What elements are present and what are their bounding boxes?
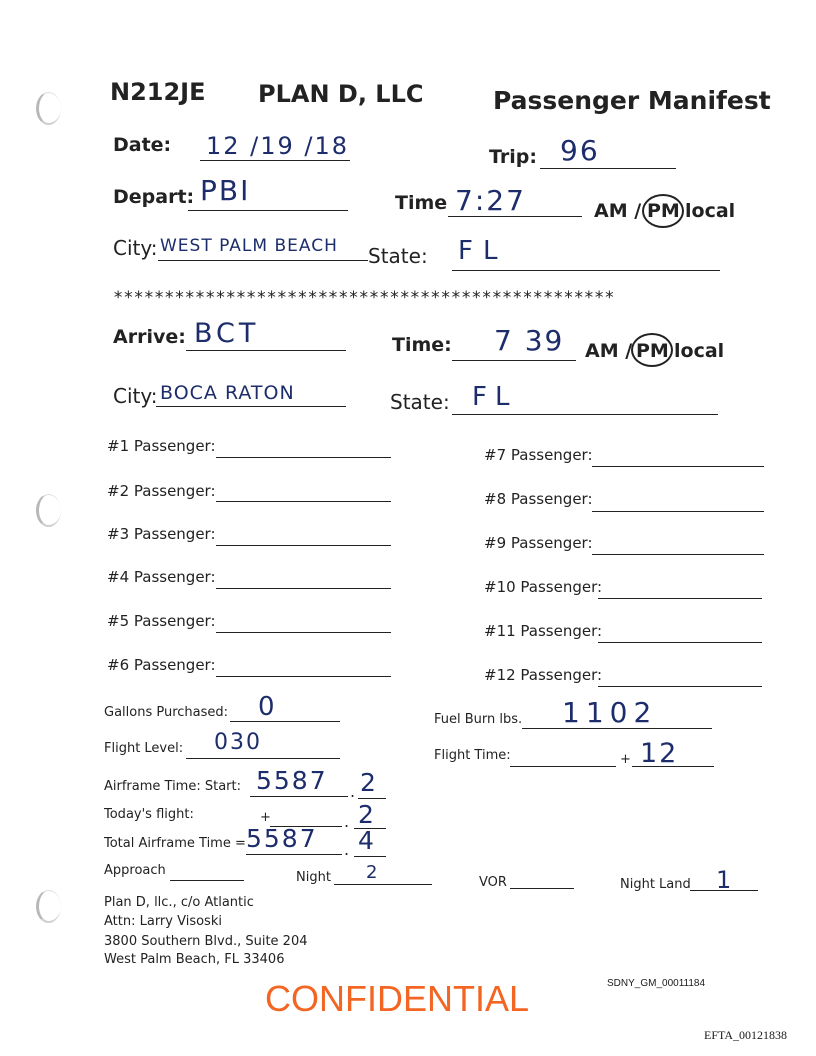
fuel-burn-value[interactable]: 1102: [562, 696, 658, 729]
company-name: PLAN D, LLC: [258, 80, 424, 108]
address-line-4: West Palm Beach, FL 33406: [104, 952, 285, 967]
arrive-time-underline: [452, 360, 576, 361]
flight-level-value[interactable]: 030: [214, 730, 262, 755]
night-land-underline: [690, 890, 758, 891]
depart-time-label: Time: [395, 192, 448, 214]
depart-city-label: City:: [113, 236, 158, 260]
depart-time-underline: [448, 216, 582, 217]
flight-level-underline: [186, 758, 340, 759]
passenger-5-label: #5 Passenger:: [107, 612, 216, 630]
depart-am-label: AM /: [594, 200, 642, 222]
trip-label: Trip:: [489, 146, 537, 168]
arrive-value[interactable]: BCT: [194, 318, 260, 349]
date-value[interactable]: 12 /19 /18: [206, 132, 350, 160]
trip-underline: [540, 168, 676, 169]
punch-hole-top: [36, 92, 61, 125]
passenger-2-field[interactable]: [216, 501, 391, 502]
airframe-start-tenth[interactable]: 2: [360, 768, 378, 797]
depart-state-value[interactable]: FL: [458, 236, 508, 266]
arrive-pm-label: PM: [636, 340, 669, 362]
total-airframe-underline: [246, 854, 342, 855]
address-line-3: 3800 Southern Blvd., Suite 204: [104, 934, 308, 949]
flight-time-value[interactable]: 12: [640, 738, 679, 769]
airframe-start-tenth-underline: [358, 798, 386, 799]
night-value[interactable]: 2: [366, 862, 380, 883]
passenger-12-label: #12 Passenger:: [484, 666, 603, 684]
depart-value[interactable]: PBI: [200, 174, 251, 207]
passenger-8-field[interactable]: [592, 511, 764, 512]
address-line-1: Plan D, llc., c/o Atlantic: [104, 895, 254, 910]
passenger-11-field[interactable]: [598, 642, 762, 643]
total-airframe-tenth-underline: [354, 856, 386, 857]
night-land-value[interactable]: 1: [716, 866, 734, 894]
passenger-10-label: #10 Passenger:: [484, 578, 603, 596]
depart-pm-label: PM: [647, 200, 680, 222]
arrive-time-label: Time:: [392, 334, 452, 356]
total-airframe-label: Total Airframe Time =: [104, 836, 246, 851]
depart-time-value[interactable]: 7:27: [455, 184, 526, 217]
trip-value[interactable]: 96: [560, 134, 600, 167]
flight-time-underline-2: [632, 766, 714, 767]
arrive-state-underline: [452, 414, 718, 415]
passenger-3-field[interactable]: [216, 545, 391, 546]
gallons-purchased-label: Gallons Purchased:: [104, 705, 229, 720]
passenger-11-label: #11 Passenger:: [484, 622, 603, 640]
night-label: Night: [296, 870, 331, 885]
depart-state-label: State:: [368, 244, 428, 268]
depart-underline: [188, 210, 348, 211]
passenger-8-label: #8 Passenger:: [484, 490, 593, 508]
punch-hole-bottom: [36, 890, 61, 923]
gallons-purchased-value[interactable]: 0: [258, 692, 277, 722]
passenger-1-field[interactable]: [216, 457, 391, 458]
date-underline: [200, 160, 350, 161]
arrive-underline: [186, 350, 346, 351]
passenger-4-field[interactable]: [216, 588, 391, 589]
tail-number: N212JE: [110, 78, 206, 106]
night-underline: [334, 884, 432, 885]
airframe-start-dot: .: [350, 782, 356, 801]
passenger-9-field[interactable]: [592, 554, 764, 555]
date-label: Date:: [113, 134, 172, 156]
punch-hole-middle: [36, 494, 61, 527]
flight-time-label: Flight Time:: [434, 748, 511, 763]
passenger-7-label: #7 Passenger:: [484, 446, 593, 464]
arrive-city-label: City:: [113, 384, 158, 408]
separator-asterisks: *************************************************: [113, 288, 615, 308]
flight-level-label: Flight Level:: [104, 741, 184, 756]
passenger-4-label: #4 Passenger:: [107, 568, 216, 586]
todays-flight-tenth[interactable]: 2: [358, 800, 376, 829]
confidential-stamp: CONFIDENTIAL: [265, 978, 530, 1019]
passenger-6-label: #6 Passenger:: [107, 656, 216, 674]
depart-city-underline: [158, 260, 368, 261]
total-airframe-dot: .: [344, 840, 350, 859]
airframe-start-whole[interactable]: 5587: [256, 766, 328, 795]
todays-flight-dot: .: [344, 812, 350, 831]
passenger-1-label: #1 Passenger:: [107, 437, 216, 455]
passenger-3-label: #3 Passenger:: [107, 525, 216, 543]
gallons-purchased-underline: [230, 721, 340, 722]
total-airframe-tenth[interactable]: 4: [358, 826, 376, 855]
arrive-state-label: State:: [390, 390, 450, 414]
airframe-start-underline: [250, 796, 348, 797]
fuel-burn-label: Fuel Burn lbs.: [434, 712, 523, 727]
passenger-10-field[interactable]: [598, 598, 762, 599]
passenger-2-label: #2 Passenger:: [107, 482, 216, 500]
arrive-state-value[interactable]: FL: [472, 382, 518, 412]
passenger-7-field[interactable]: [592, 466, 764, 467]
todays-flight-label: Today's flight:: [104, 807, 194, 822]
passenger-12-field[interactable]: [598, 686, 762, 687]
night-land-label: Night Land: [620, 877, 691, 892]
depart-local-label: local: [685, 200, 736, 222]
vor-label: VOR: [479, 875, 507, 890]
arrive-city-underline: [156, 406, 346, 407]
depart-label: Depart:: [113, 186, 195, 208]
depart-state-underline: [452, 270, 720, 271]
vor-underline: [510, 888, 574, 889]
passenger-6-field[interactable]: [216, 676, 391, 677]
arrive-city-value[interactable]: BOCA RATON: [160, 382, 295, 404]
passenger-9-label: #9 Passenger:: [484, 534, 593, 552]
flight-time-underline-1: [510, 766, 616, 767]
bates-number-efta: EFTA_00121838: [704, 1028, 788, 1042]
airframe-start-label: Airframe Time: Start:: [104, 779, 241, 794]
bates-number-sdny: SDNY_GM_00011184: [607, 978, 706, 989]
arrive-time-value[interactable]: 7 39: [494, 324, 565, 357]
todays-flight-plus: +: [260, 810, 271, 825]
arrive-local-label: local: [674, 340, 725, 362]
approach-underline: [170, 880, 244, 881]
depart-city-value[interactable]: WEST PALM BEACH: [160, 236, 338, 256]
total-airframe-whole[interactable]: 5587: [246, 824, 318, 853]
passenger-5-field[interactable]: [216, 632, 391, 633]
arrive-am-label: AM /: [585, 340, 633, 362]
address-line-2: Attn: Larry Visoski: [104, 914, 222, 929]
approach-label: Approach: [104, 863, 166, 878]
fuel-burn-underline: [522, 728, 712, 729]
flight-time-plus: +: [620, 752, 631, 767]
arrive-label: Arrive:: [113, 326, 186, 348]
document-title: Passenger Manifest: [493, 86, 771, 115]
